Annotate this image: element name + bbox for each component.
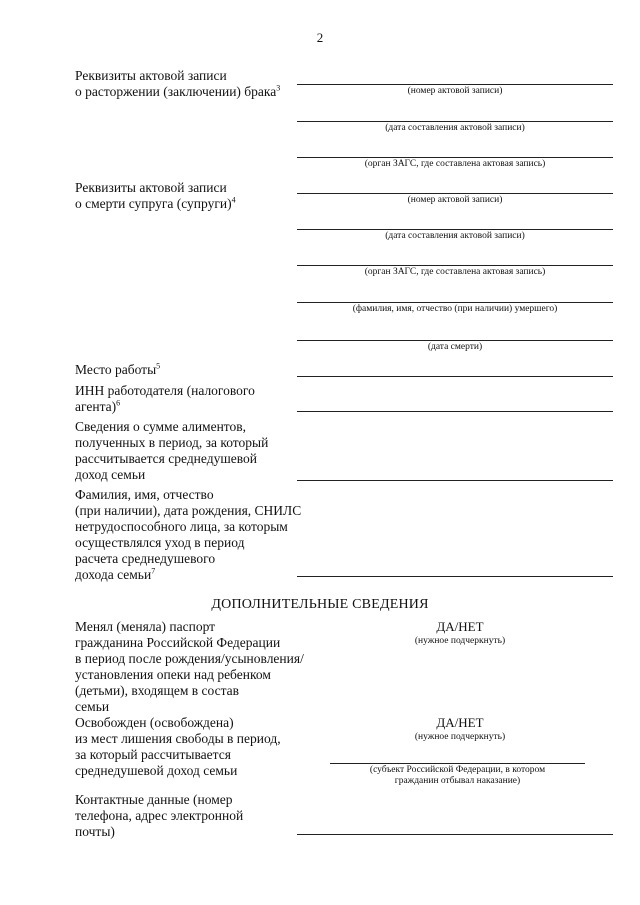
death-record-office-caption: (орган ЗАГС, где составлена актовая запись) [364,267,546,277]
death-record-number-line[interactable] [297,193,613,194]
passport-change-hint: (нужное подчеркнуть) [414,636,506,646]
divorce-record-office-caption: (орган ЗАГС, где составлена актовая запись) [364,159,546,169]
death-record-name-line[interactable] [297,302,613,303]
footnote-3: 3 [276,83,281,93]
employer-inn-line[interactable] [297,411,613,412]
death-record-number-caption: (номер актовой записи) [407,195,503,205]
death-record-office-line[interactable] [297,265,613,266]
footnote-5: 5 [156,361,161,371]
footnote-6: 6 [116,398,121,408]
divorce-record-date-line[interactable] [297,121,613,122]
caregiver-label-line1: Фамилия, имя, отчество [75,487,214,502]
alimony-label-line1: Сведения о сумме алиментов, [75,419,247,434]
alimony-line[interactable] [297,480,613,481]
prison-release-label [75,715,281,779]
caregiver-label-line3: нетрудоспособного лица, за которым [75,519,288,534]
prison-region-caption-line2: гражданин отбывал наказание) [394,776,521,786]
employer-inn-label [75,383,255,415]
caregiver-label-line4: осуществлялся уход в период [75,535,245,550]
divorce-record-label [75,68,280,100]
death-record-name-caption: (фамилия, имя, отчество (при наличии) умершего) [352,304,558,314]
death-record-label-text: о смерти супруга (супруги) [75,196,232,211]
employer-inn-label-line1: ИНН работодателя (налогового [75,383,255,398]
contacts-label-line1: Контактные данные (номер [75,792,233,807]
passport-change-yes-no[interactable]: ДА/НЕТ [436,619,484,634]
passport-change-label-line1: Менял (меняла) паспорт [75,619,216,634]
contacts-label [75,792,243,840]
death-date-caption: (дата смерти) [427,342,483,352]
prison-region-caption [320,765,595,787]
alimony-label-line4: доход семьи [75,467,146,482]
page-number: 2 [316,30,324,45]
death-record-label [75,180,236,212]
caregiver-label-line6 [75,567,301,583]
employer-inn-label-line2 [75,399,255,415]
death-date-line[interactable] [297,340,613,341]
divorce-record-office-line[interactable] [297,157,613,158]
passport-change-label-line5: (детьми), входящем в состав [75,683,240,698]
prison-region-line[interactable] [330,763,585,764]
prison-release-label-line3: за который рассчитывается [75,747,231,762]
prison-release-label-line4: среднедушевой доход семьи [75,763,238,778]
workplace-label [75,362,160,378]
prison-release-label-line1: Освобожден (освобождена) [75,715,234,730]
divorce-record-number-line[interactable] [297,84,613,85]
passport-change-label [75,619,304,715]
contacts-label-line3: почты) [75,824,115,839]
prison-release-yes-no[interactable]: ДА/НЕТ [436,715,484,730]
footnote-7: 7 [151,566,156,576]
caregiver-line[interactable] [297,576,613,577]
caregiver-label-text: дохода семьи [75,567,152,582]
divorce-record-number-caption: (номер актовой записи) [407,86,503,96]
divorce-record-date-caption: (дата составления актовой записи) [385,123,525,133]
death-record-label-line1: Реквизиты актовой записи [75,180,227,195]
passport-change-label-line3: в период после рождения/усыновления/ [75,651,304,666]
caregiver-label [75,487,301,583]
alimony-label-line2: полученных в период, за который [75,435,269,450]
divorce-record-label-line1: Реквизиты актовой записи [75,68,227,83]
caregiver-label-line5: расчета среднедушевого [75,551,216,566]
contacts-line[interactable] [297,834,613,835]
death-record-label-line2 [75,196,236,212]
death-record-date-line[interactable] [297,229,613,230]
footnote-4: 4 [231,195,236,205]
passport-change-label-line6: семьи [75,699,110,714]
prison-region-caption-line1: (субъект Российской Федерации, в котором [369,765,546,775]
employer-inn-label-text: агента) [75,399,117,414]
additional-info-title: ДОПОЛНИТЕЛЬНЫЕ СВЕДЕНИЯ [211,597,429,612]
contacts-label-line2: телефона, адрес электронной [75,808,244,823]
caregiver-label-line2: (при наличии), дата рождения, СНИЛС [75,503,302,518]
workplace-line[interactable] [297,376,613,377]
workplace-label-text: Место работы [75,362,157,377]
alimony-label [75,419,268,483]
divorce-record-label-text: о расторжении (заключении) брака [75,84,277,99]
prison-release-label-line2: из мест лишения свободы в период, [75,731,281,746]
prison-release-hint: (нужное подчеркнуть) [414,732,506,742]
death-record-date-caption: (дата составления актовой записи) [385,231,525,241]
divorce-record-label-line2 [75,84,280,100]
passport-change-label-line4: установления опеки над ребенком [75,667,271,682]
passport-change-label-line2: гражданина Российской Федерации [75,635,281,650]
alimony-label-line3: рассчитывается среднедушевой [75,451,257,466]
